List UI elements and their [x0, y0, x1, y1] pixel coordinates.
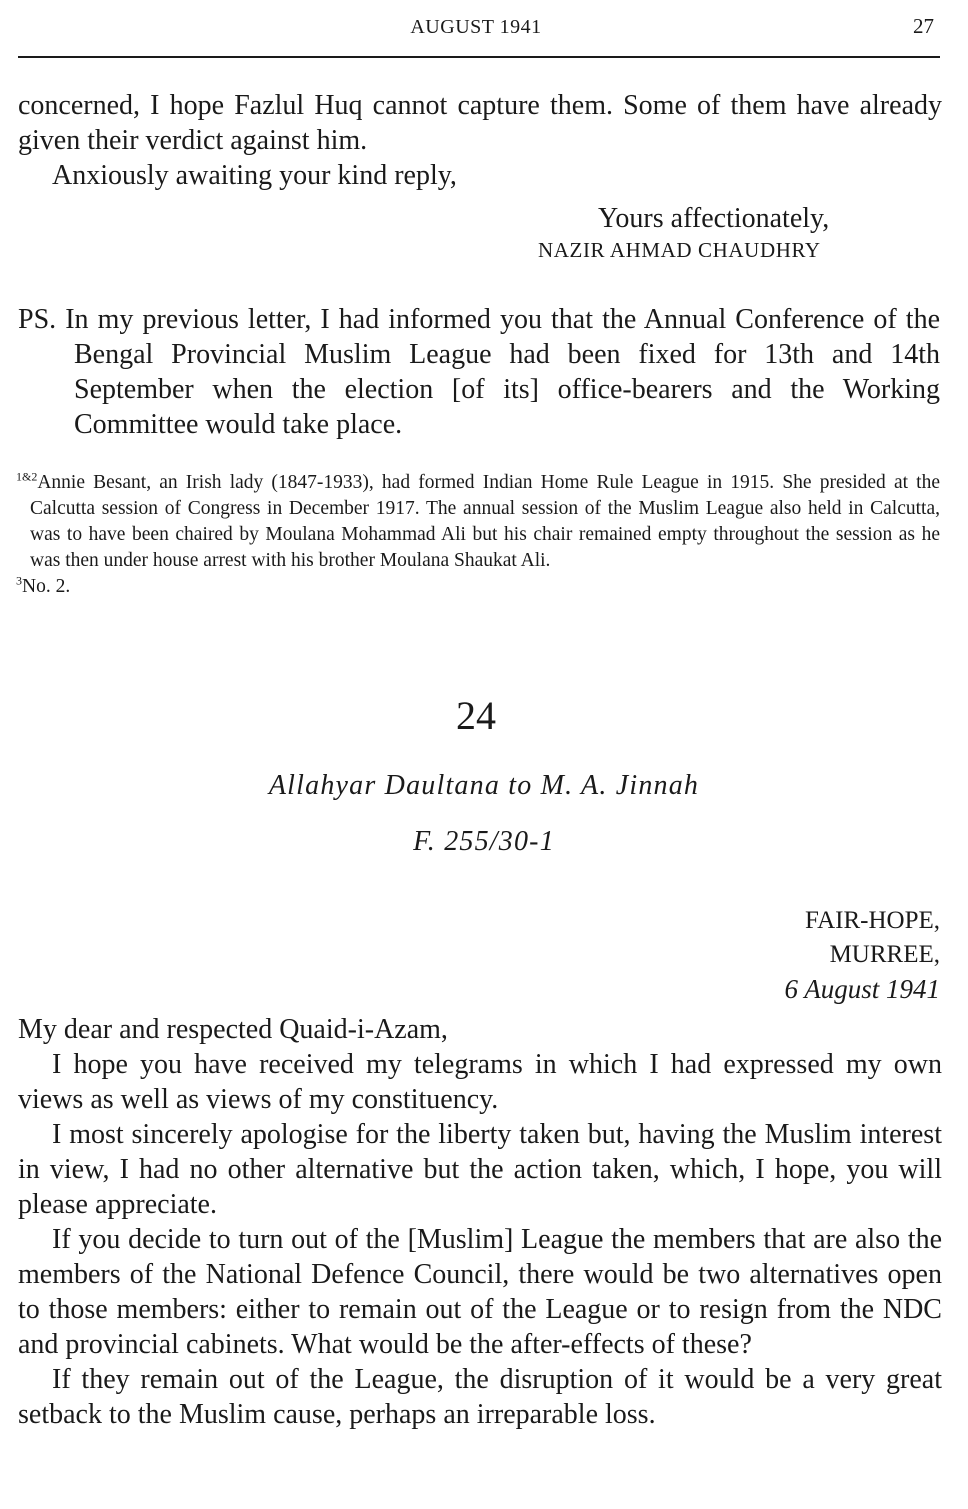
footnote-marker: 3 [16, 573, 22, 588]
letter-paragraph: concerned, I hope Fazlul Huq cannot capture them. Some of them have already given their verdict against him. [18, 90, 942, 156]
letter-body [18, 1012, 942, 1432]
letter-paragraph: If you decide to turn out of the [Muslim] League the members that are also the members of the National Defence Council, there would be two alternatives open to those members: either to remain out of the League or to resign from the NDC and provincial cabinets. What would be the after-effects of these? [18, 1224, 942, 1360]
footnote-1 [16, 469, 940, 574]
letter-paragraph: I most sincerely apologise for the liberty taken but, having the Muslim interest in view, I had no other alternative but the action taken, which, I hope, you will please appreciate. [18, 1119, 942, 1220]
letter-paragraph: If they remain out of the League, the disruption of it would be a very great setback to the Muslim cause, perhaps an irreparable loss. [18, 1364, 942, 1430]
footnotes [16, 469, 940, 600]
address-line: FAIR-HOPE, [805, 907, 940, 934]
file-reference: F. 255/30-1 [413, 826, 555, 857]
document-heading: Allahyar Daultana to M. A. Jinnah [268, 770, 700, 801]
page-number: 27 [913, 14, 934, 38]
address-line: MURREE, [829, 941, 940, 968]
letter-continuation [18, 88, 942, 193]
header-rule [18, 56, 940, 58]
letter-date: 6 August 1941 [784, 974, 940, 1004]
footnote-marker: 1&2 [16, 469, 38, 484]
letter-paragraph: I hope you have received my telegrams in which I had expressed my own views as well as views of my constituency. [18, 1049, 942, 1115]
footnote-text: Annie Besant, an Irish lady (1847-1933), had formed Indian Home Rule League in 1915. She presided at the Calcutta session of Congress in December 1917. The annual session of the Muslim League also held in Calcutta, was to have been chaired by Moulana Mohammad Ali but his chair remained empty throughout the session as he was then under house arrest with his brother Moulana Shaukat Ali. [30, 472, 940, 571]
postscript: PS. In my previous letter, I had informed you that the Annual Conference of the Bengal Provincial Muslim League had been fixed for 13th and 14th September when the election [of its] office-bearers and the Working Committee would take place. [18, 304, 940, 440]
document-number: 24 [456, 693, 496, 738]
salutation: My dear and respected Quaid-i-Azam, [18, 1014, 448, 1045]
running-title: AUGUST 1941 [410, 16, 542, 38]
sender-address [784, 904, 940, 1006]
footnote-text: No. 2. [22, 576, 71, 597]
letter-closing: Yours affectionately, [598, 203, 830, 234]
footnote-2 [16, 573, 940, 600]
letter-signature: NAZIR AHMAD CHAUDHRY [538, 238, 821, 262]
running-head [0, 16, 968, 46]
letter-paragraph: Anxiously awaiting your kind reply, [52, 160, 457, 191]
